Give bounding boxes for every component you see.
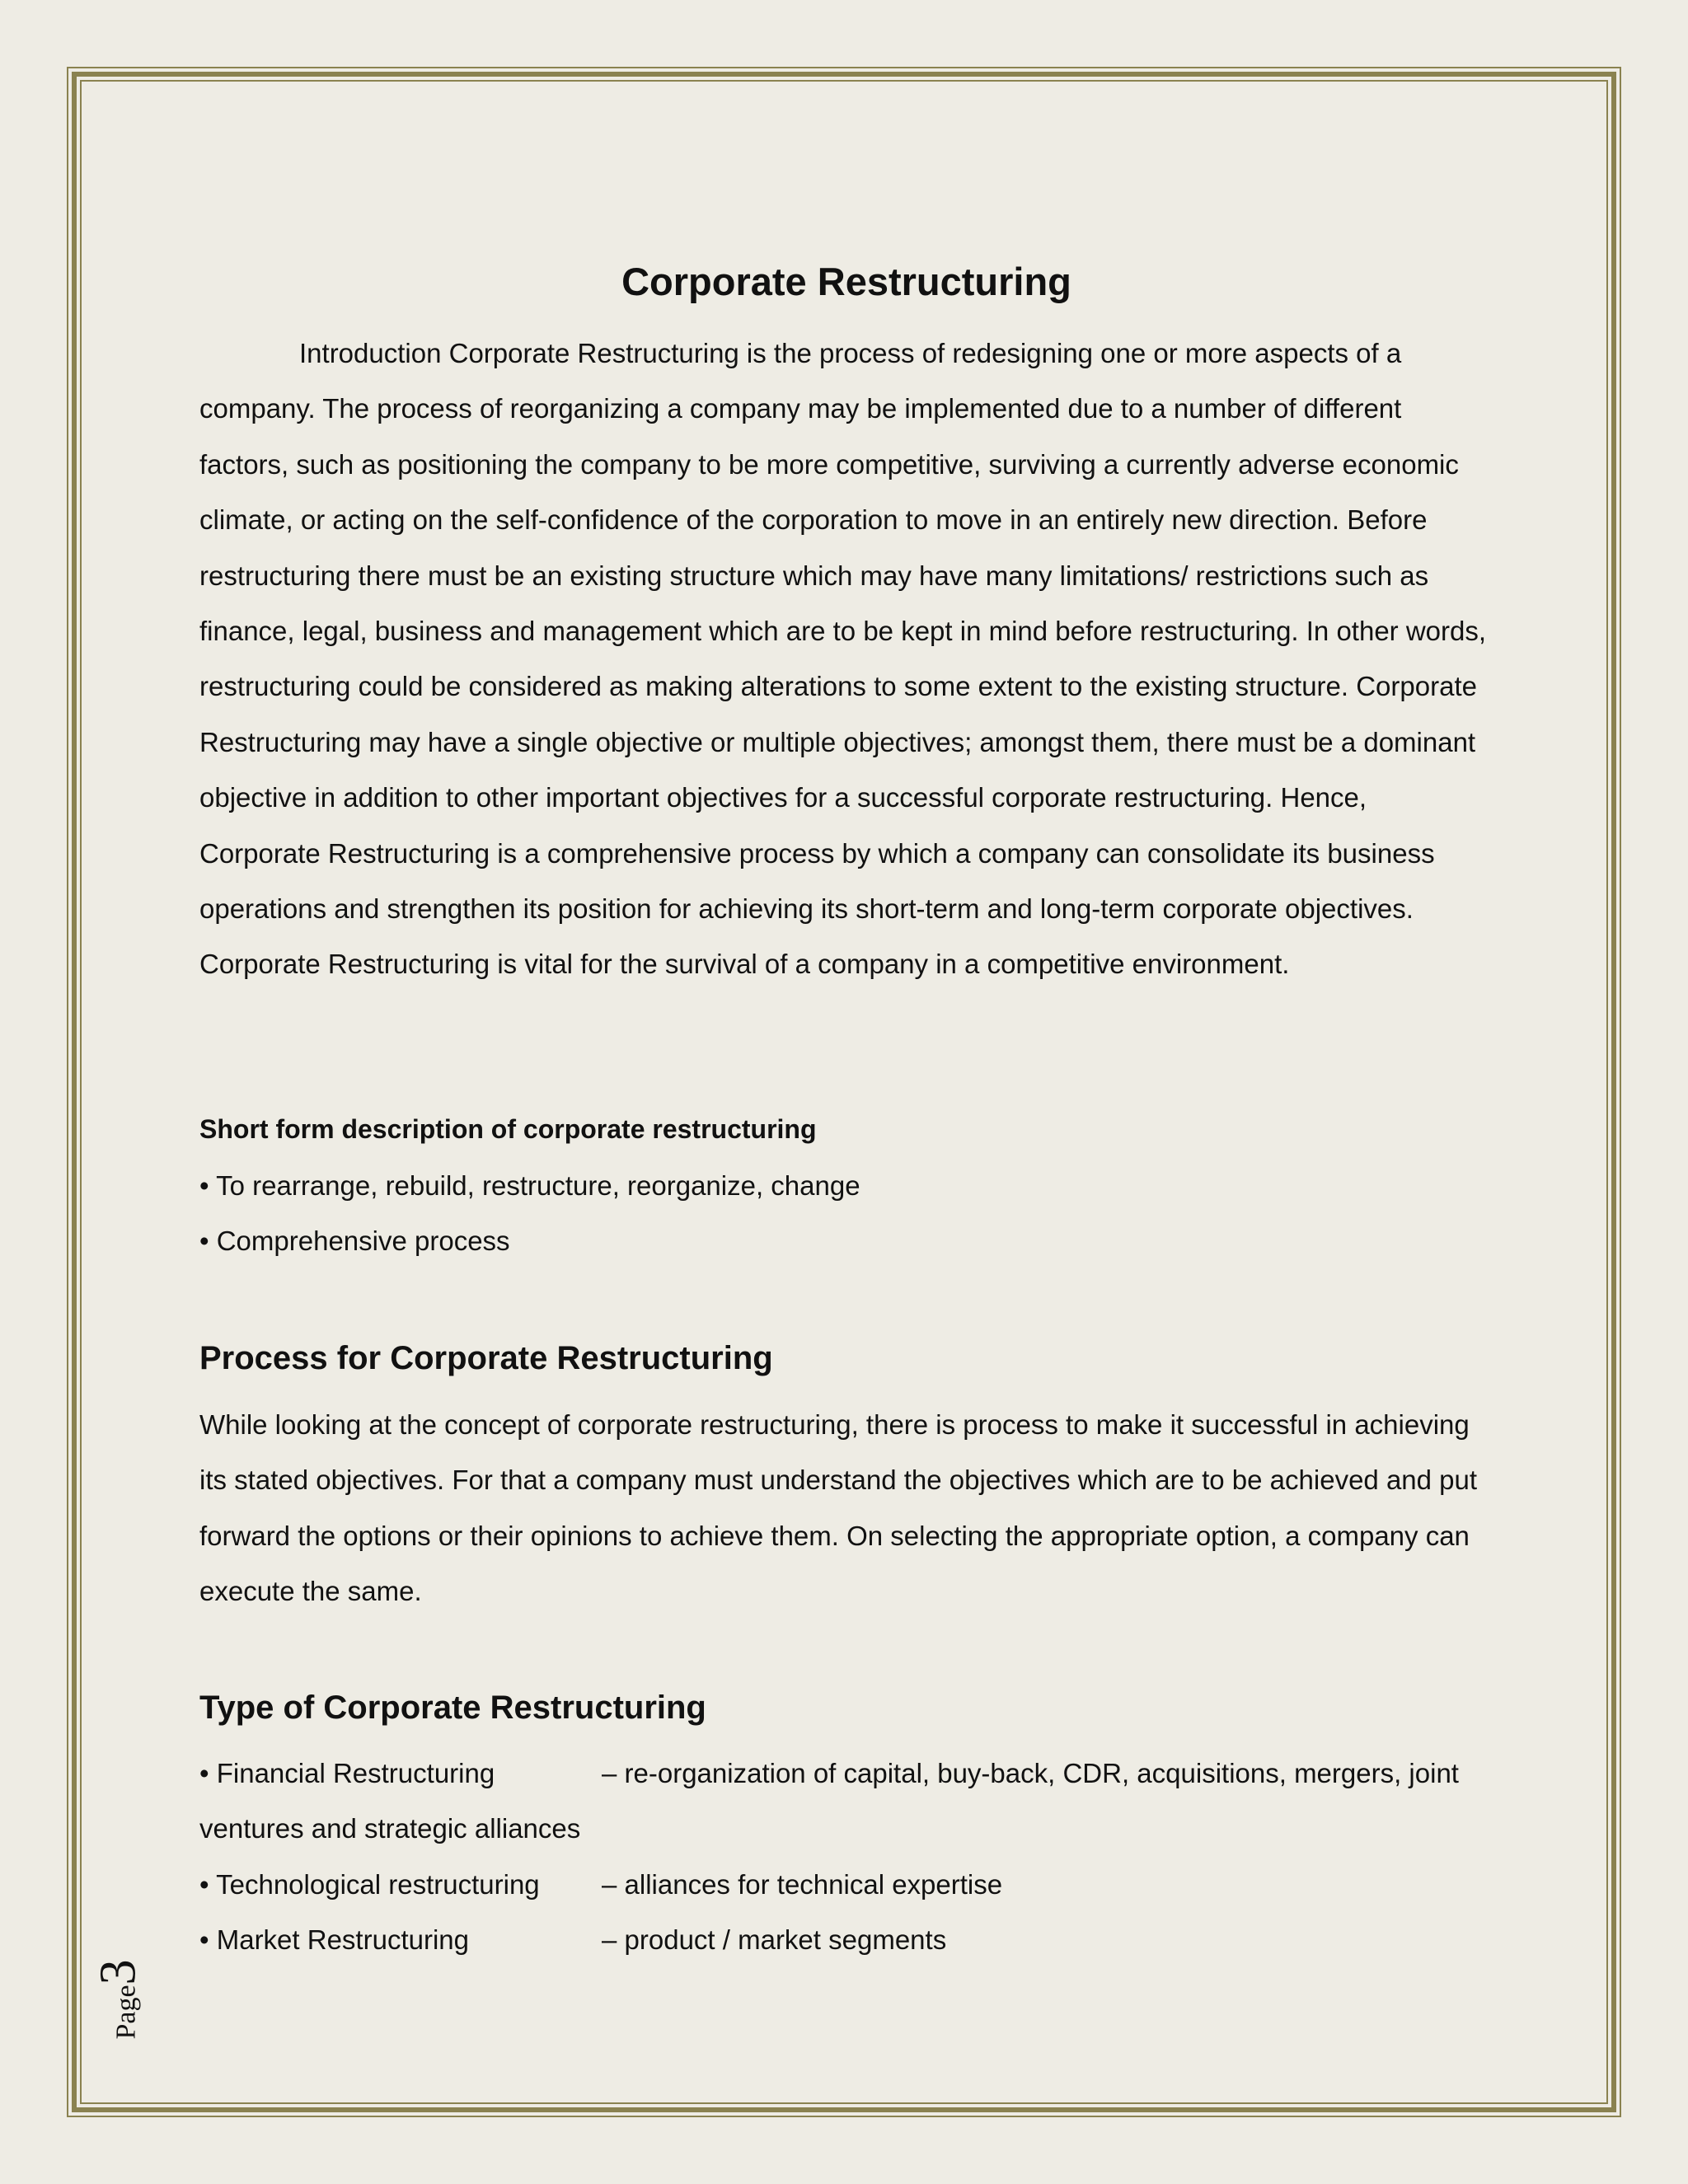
types-list	[199, 1746, 1493, 1968]
page-number: 3	[90, 1959, 147, 1985]
short-form-list	[199, 1158, 860, 1269]
type-name: • Technological restructuring	[199, 1868, 540, 1900]
short-form-heading: Short form description of corporate restructuring	[199, 1114, 817, 1144]
process-paragraph: While looking at the concept of corporate restructuring, there is process to make it successful in achieving its stated objectives. For that a company must understand the objectives which are to be achieved and put forward the options or their opinions to achieve them. On selecting the appropriate option, a company can execute the same.	[199, 1409, 1478, 1607]
type-name: • Market Restructuring	[199, 1924, 469, 1956]
types-heading: Type of Corporate Restructuring	[199, 1690, 706, 1726]
type-description: – re-organization of capital, buy-back, CDR, acquisitions, mergers, joint	[602, 1758, 1459, 1788]
list-item	[199, 1912, 1493, 1967]
list-item	[199, 1857, 1493, 1912]
document-title: Corporate Restructuring	[621, 260, 1071, 303]
process-heading: Process for Corporate Restructuring	[199, 1340, 773, 1376]
page-number-label	[90, 1959, 147, 2040]
list-item: • To rearrange, rebuild, restructure, reorganize, change	[199, 1170, 860, 1201]
type-description: – alliances for technical expertise	[602, 1868, 1003, 1900]
type-name: • Financial Restructuring	[199, 1758, 495, 1788]
intro-paragraph: Introduction Corporate Restructuring is the process of redesigning one or more aspects of a company. The process of reorganizing a company may be implemented due to a number of different factors, such as positioning the company to be more competitive, surviving a currently adverse economic climate, or acting on the self-confidence of the corporation to move in an entirely new direction. Before restructuring there must be an existing structure which may have many limitations/ restrictions such as finance, legal, business and management which are to be kept in mind before restructuring. In other words, restructuring could be considered as making alterations to some extent to the existing structure. Corporate Restructuring may have a single objective or multiple objectives; amongst them, there must be a dominant objective in addition to other important objectives for a successful corporate restructuring. Hence, Corporate Restructuring is a comprehensive process by which a company can consolidate its business operations and strengthen its position for achieving its short-term and long-term corporate objectives. Corporate Restructuring is vital for the survival of a company in a competitive environment.	[199, 338, 1487, 980]
list-item	[199, 1746, 1493, 1801]
page-word: Page	[110, 1985, 142, 2040]
list-item: • Comprehensive process	[199, 1226, 510, 1257]
type-description: – product / market segments	[602, 1924, 947, 1956]
type-description-continued: ventures and strategic alliances	[199, 1813, 581, 1844]
